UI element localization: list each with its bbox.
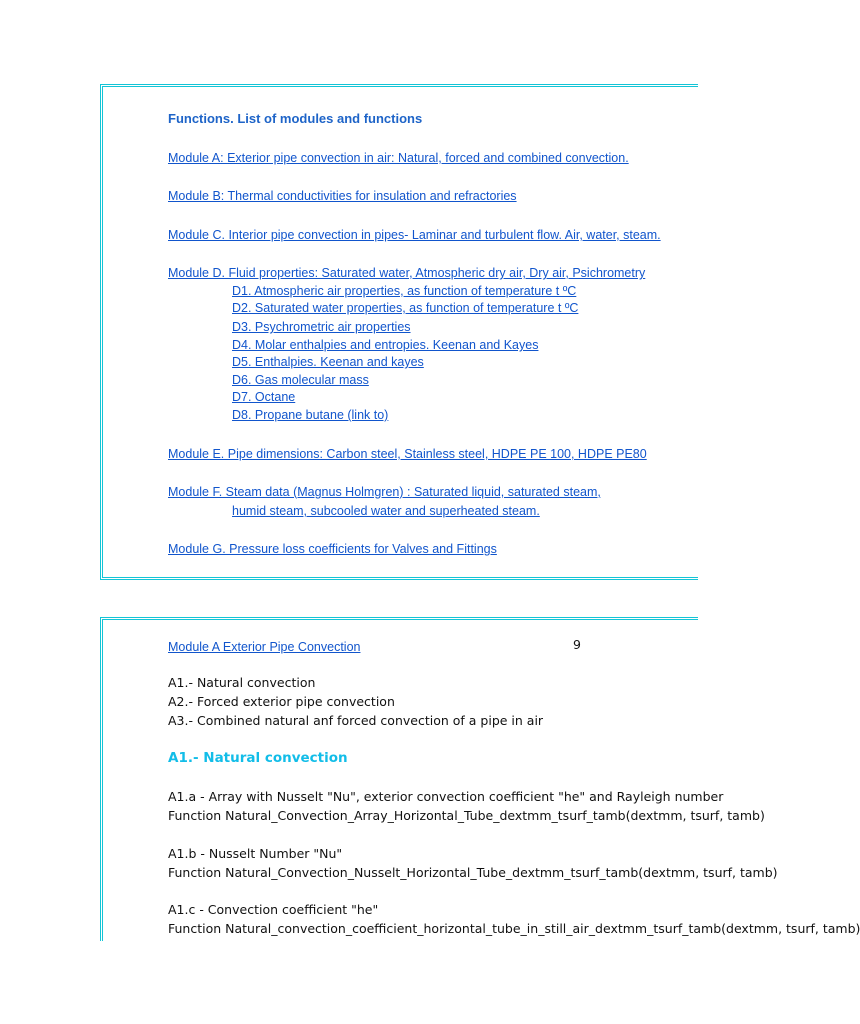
module-a-item-a1: A1.- Natural convection (168, 675, 316, 690)
module-d6-link[interactable]: D6. Gas molecular mass (232, 373, 369, 387)
module-d5-link[interactable]: D5. Enthalpies. Keenan and kayes (232, 355, 424, 369)
module-g-link[interactable]: Module G. Pressure loss coefficients for Valves and Fittings (168, 542, 497, 556)
a1a-title: A1.a - Array with Nusselt "Nu", exterior convection coefficient "he" and Rayleigh number (168, 789, 724, 804)
module-a-item-a3: A3.- Combined natural anf forced convection of a pipe in air (168, 713, 544, 728)
a1c-function: Function Natural_convection_coefficient_horizontal_tube_in_still_air_dextmm_tsurf_tamb(dextmm, tsurf, tamb) (168, 921, 860, 936)
a1b-title: A1.b - Nusselt Number "Nu" (168, 846, 343, 861)
a1c-title: A1.c - Convection coefficient "he" (168, 902, 379, 917)
functions-title: Functions. List of modules and functions (168, 111, 423, 126)
a1b-function: Function Natural_Convection_Nusselt_Horizontal_Tube_dextmm_tsurf_tamb(dextmm, tsurf, tamb) (168, 865, 778, 880)
module-a-item-a2: A2.- Forced exterior pipe convection (168, 694, 395, 709)
module-d8-link[interactable]: D8. Propane butane (link to) (232, 408, 389, 422)
module-f-link[interactable]: Module F. Steam data (Magnus Holmgren) : Saturated liquid, saturated steam, (168, 485, 601, 499)
module-b-link[interactable]: Module B: Thermal conductivities for insulation and refractories (168, 189, 517, 203)
module-d4-link[interactable]: D4. Molar enthalpies and entropies. Keenan and Kayes (232, 338, 539, 352)
module-a-section-link[interactable]: Module A Exterior Pipe Convection (168, 640, 361, 654)
module-d7-link[interactable]: D7. Octane (232, 390, 296, 404)
module-c-link[interactable]: Module C. Interior pipe convection in pipes- Laminar and turbulent flow. Air, water, steam. (168, 228, 661, 242)
module-d-link[interactable]: Module D. Fluid properties: Saturated water, Atmospheric dry air, Dry air, Psichrometry (168, 266, 646, 280)
module-e-link[interactable]: Module E. Pipe dimensions: Carbon steel, Stainless steel, HDPE PE 100, HDPE PE80 (168, 447, 647, 461)
page-number: 9 (573, 637, 581, 652)
module-f-link-continued[interactable]: humid steam, subcooled water and superheated steam. (232, 504, 540, 518)
module-d3-link[interactable]: D3. Psychrometric air properties (232, 320, 411, 334)
a1-section-heading: A1.- Natural convection (168, 750, 348, 766)
module-a-link[interactable]: Module A: Exterior pipe convection in air: Natural, forced and combined convection. (168, 151, 629, 165)
module-a-panel-border (100, 617, 698, 941)
a1a-function: Function Natural_Convection_Array_Horizontal_Tube_dextmm_tsurf_tamb(dextmm, tsurf, tamb) (168, 808, 765, 823)
module-d2-link[interactable]: D2. Saturated water properties, as function of temperature t ºC (232, 301, 579, 315)
module-d1-link[interactable]: D1. Atmospheric air properties, as function of temperature t ºC (232, 284, 577, 298)
